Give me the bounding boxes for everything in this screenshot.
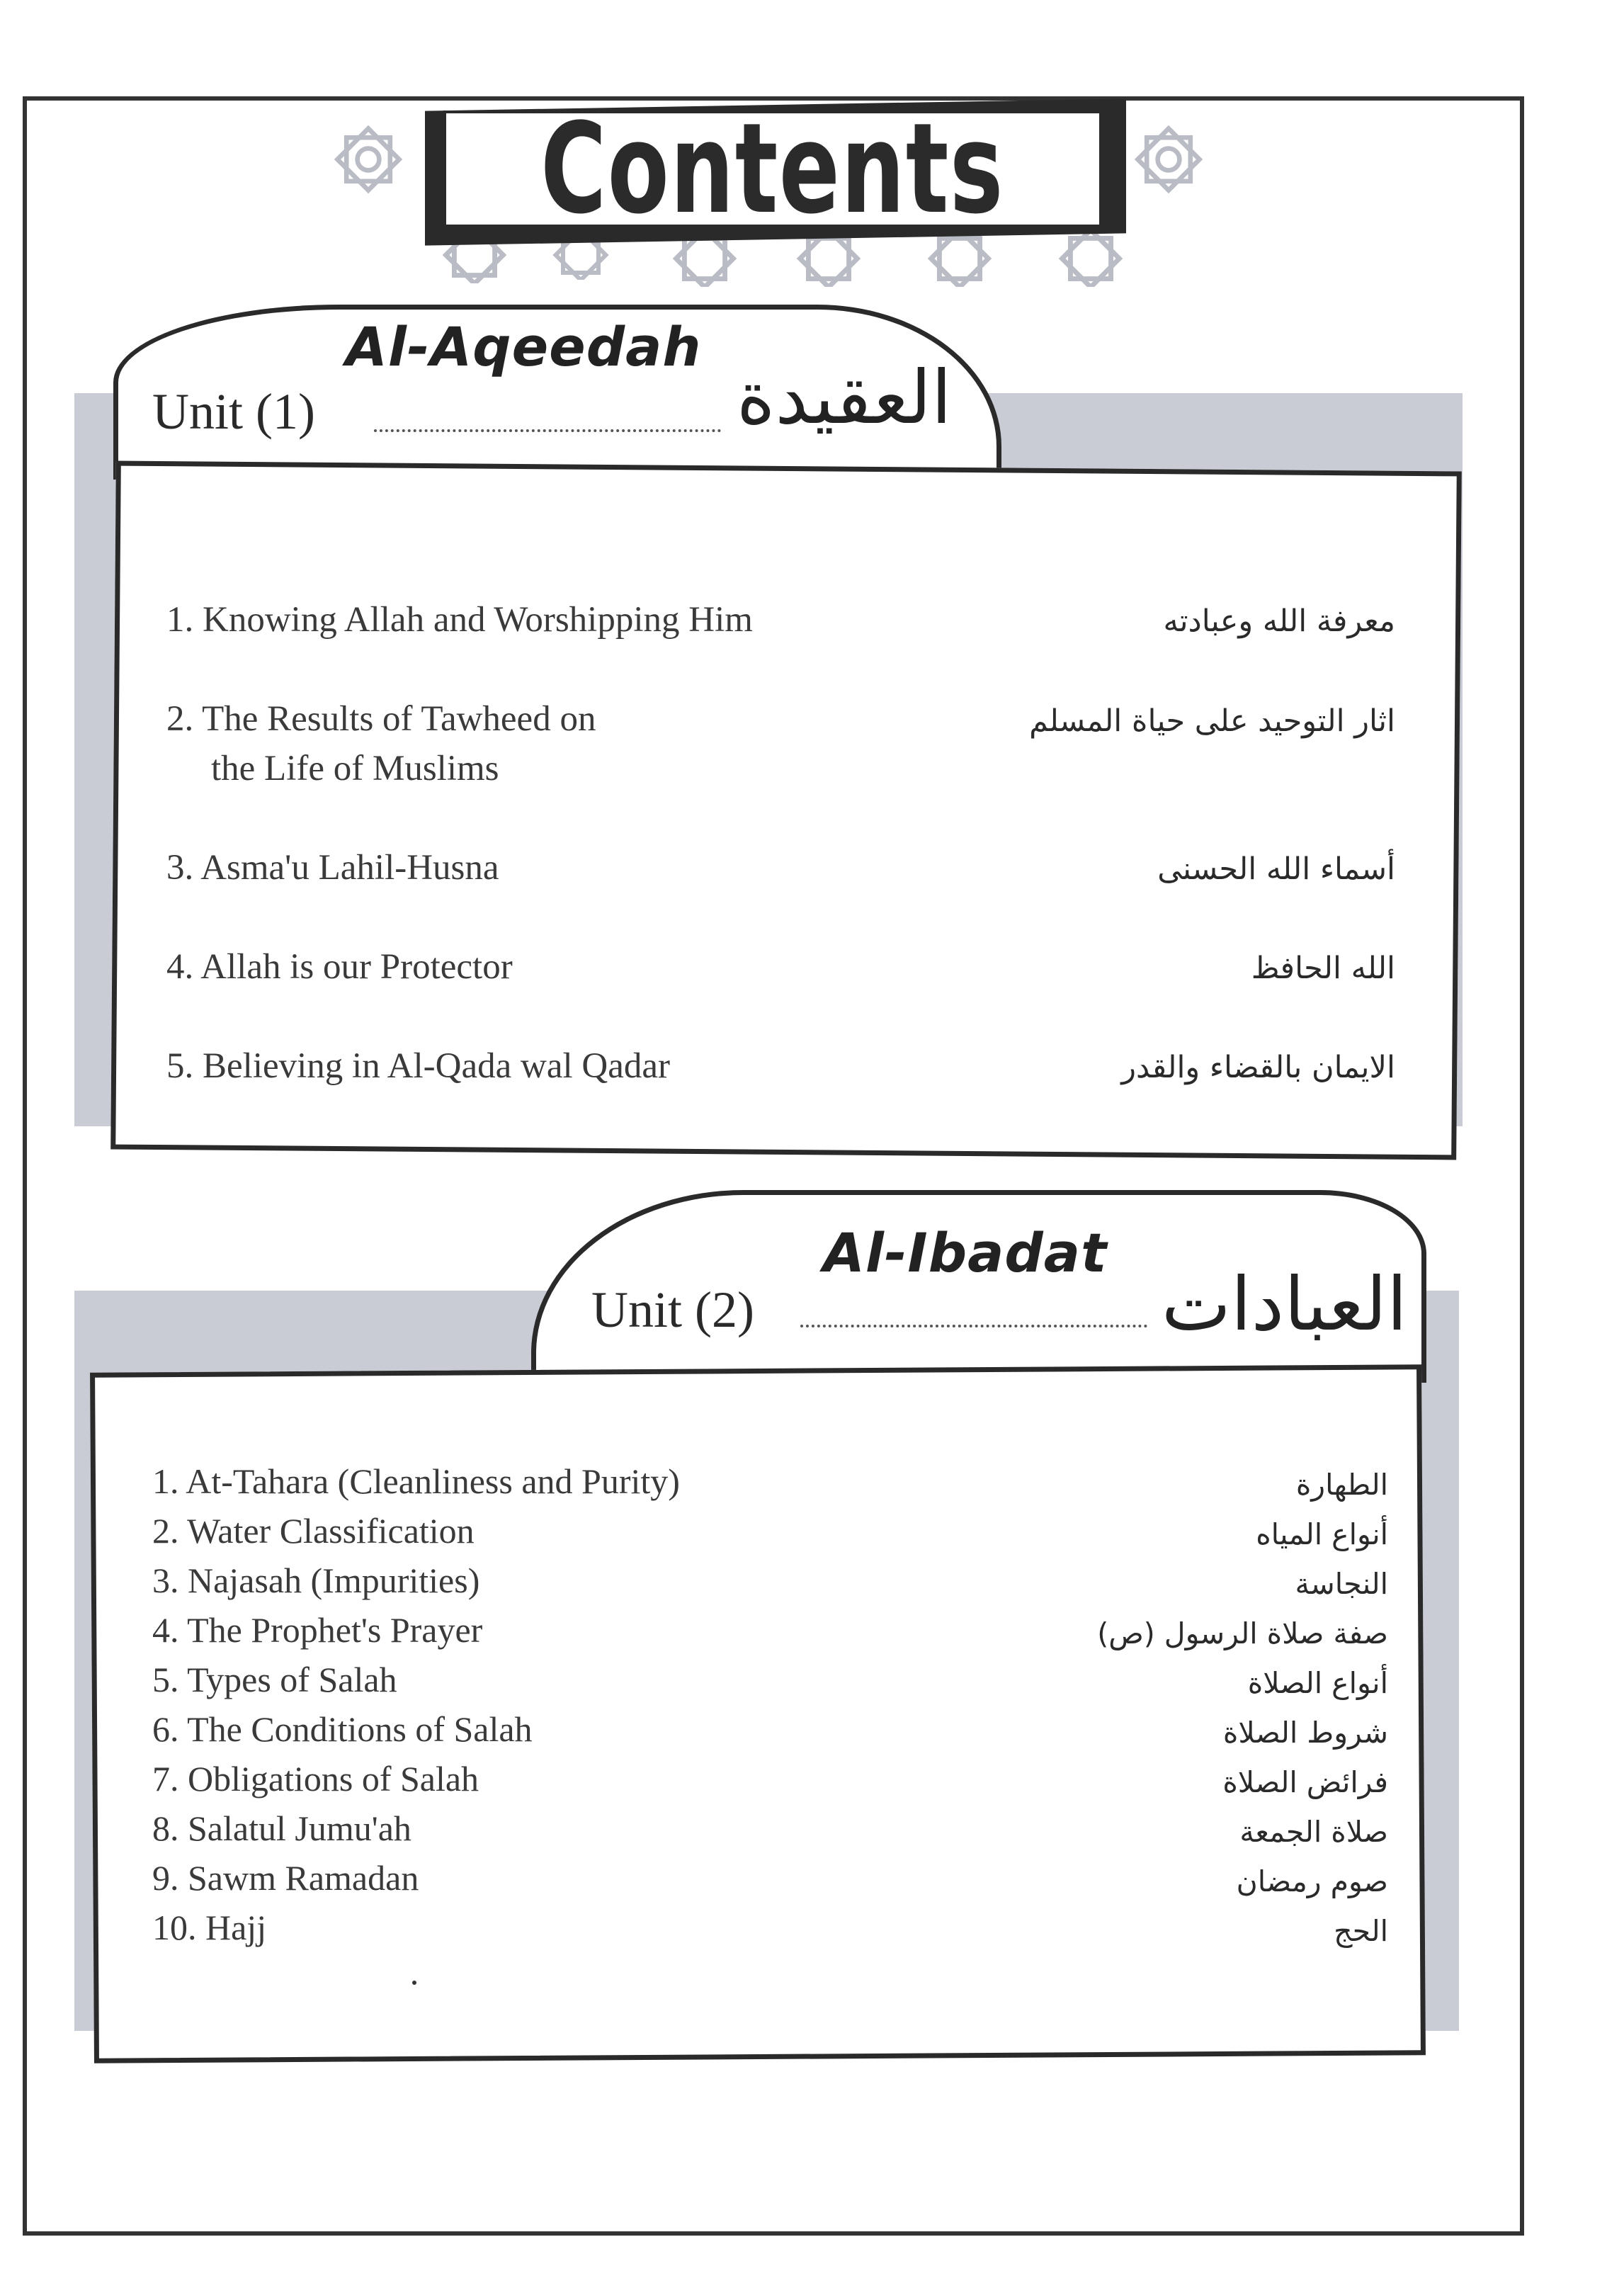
unit2-item-en: 10. Hajj [152,1908,267,1947]
title-box [443,96,1102,242]
unit2-item-en: 9. Sawm Ramadan [152,1858,419,1898]
unit2-item-ar: الحج [1334,1914,1388,1948]
page-title: Contents [540,96,1005,242]
unit2-item-ar: أنواع الصلاة [1247,1666,1388,1700]
unit2-item-ar: صفة صلاة الرسول (ص) [1097,1616,1388,1650]
unit1-item-ar: معرفة الله وعبادته [1163,604,1395,639]
unit1-item-en: 3. Asma'u Lahil-Husna [166,848,499,888]
unit2-arabic-title: العبادات [1162,1261,1407,1347]
unit2-name: Al-Ibadat [823,1221,1108,1284]
unit1-dotted-leader [374,429,721,432]
unit2-item-ar: فرائض الصلاة [1222,1765,1388,1799]
unit1-item-en: 4. Allah is our Protector [166,947,513,987]
unit1-name: Al-Aqeedah [346,315,702,378]
unit2-label: Unit (2) [591,1281,754,1338]
unit2-item-ar: صوم رمضان [1236,1864,1388,1898]
unit2-dotted-leader [800,1325,1147,1327]
unit1-item-ar: الله الحافظ [1251,951,1395,986]
star-ornament-icon [329,120,407,198]
unit2-item-en: 2. Water Classification [152,1511,475,1551]
unit1-label: Unit (1) [152,383,315,440]
unit1-item-ar: الايمان بالقضاء والقدر [1121,1050,1395,1085]
unit2-item-en: 7. Obligations of Salah [152,1759,479,1799]
unit1-item-ar: أسماء الله الحسنى [1157,851,1395,887]
unit2-item-ar: أنواع المياه [1256,1517,1388,1551]
unit1-item-ar: اثار التوحيد على حياة المسلم [1029,703,1395,739]
unit1-item-en: 1. Knowing Allah and Worshipping Him [166,600,753,640]
unit2-item-en: 3. Najasah (Impurities) [152,1561,480,1600]
unit2-item-en: 4. The Prophet's Prayer [152,1610,483,1650]
unit2-item-ar: النجاسة [1295,1567,1388,1601]
star-ornament-icon [1130,120,1208,198]
unit1-arabic-title: العقيدة [737,354,952,441]
unit2-item-ar: شروط الصلاة [1222,1716,1388,1750]
stray-mark [412,1981,416,1985]
unit2-item-ar: صلاة الجمعة [1239,1815,1388,1849]
title-banner [425,96,1126,242]
unit2-item-en: 5. Types of Salah [152,1660,397,1699]
unit1-item-en-cont: the Life of Muslims [211,749,499,788]
unit2-item-en: 6. The Conditions of Salah [152,1709,533,1749]
unit2-item-ar: الطهارة [1295,1468,1388,1502]
unit2-item-en: 1. At-Tahara (Cleanliness and Purity) [152,1461,680,1501]
unit1-item-en: 2. The Results of Tawheed on [166,699,596,739]
unit2-item-en: 8. Salatul Jumu'ah [152,1808,411,1848]
unit1-item-en: 5. Believing in Al-Qada wal Qadar [166,1046,670,1086]
